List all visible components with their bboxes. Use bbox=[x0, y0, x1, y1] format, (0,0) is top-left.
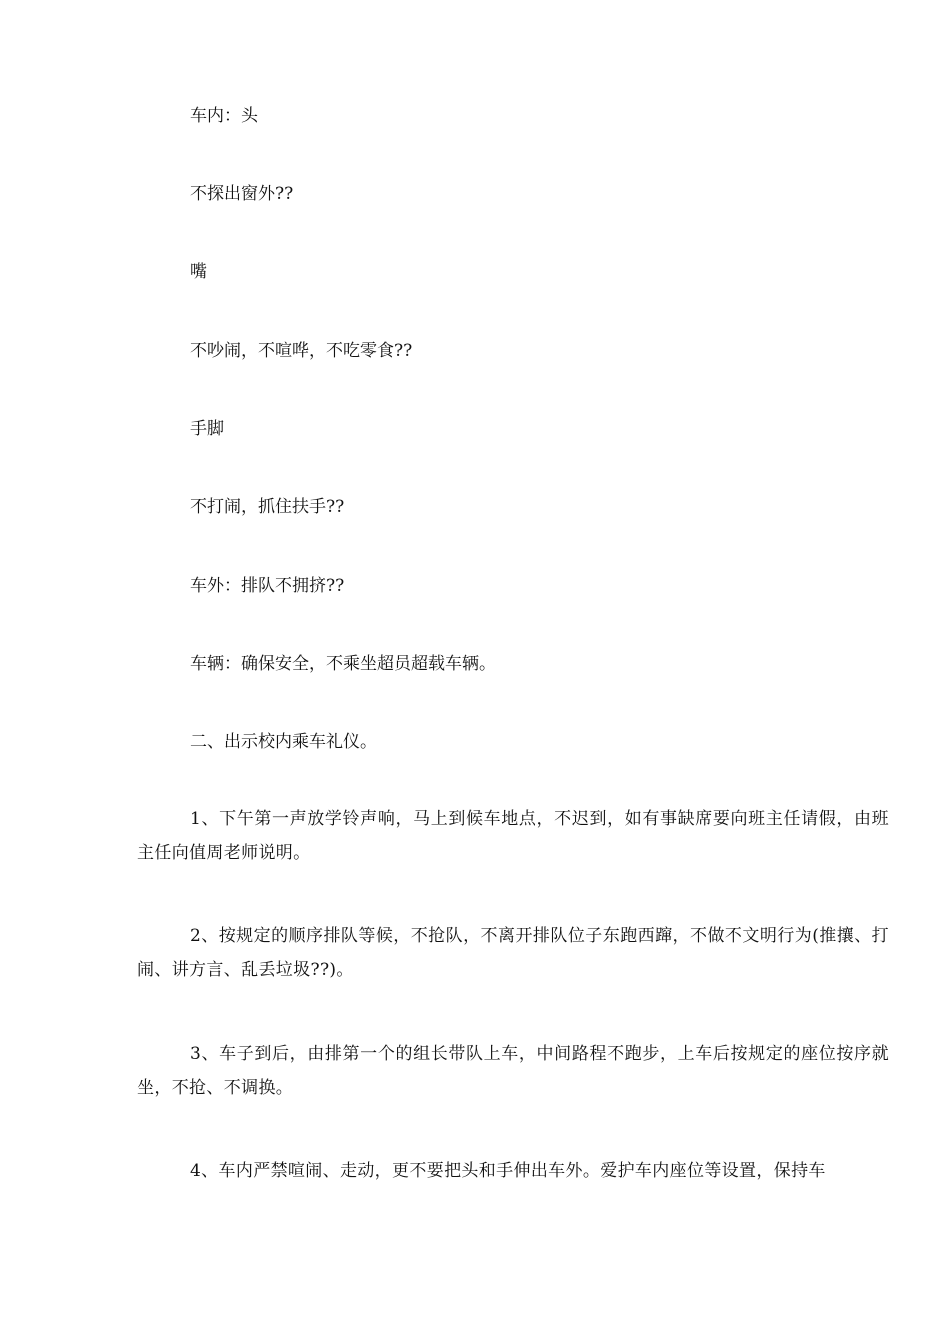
line-vehicle-safety: 车辆：确保安全，不乘坐超员超载车辆。 bbox=[190, 654, 496, 674]
line-in-car-head: 车内：头 bbox=[190, 106, 258, 126]
line-no-noise: 不吵闹，不喧哗，不吃零食?? bbox=[190, 341, 413, 361]
line-no-lean-out: 不探出窗外?? bbox=[190, 184, 294, 204]
line-hands-feet: 手脚 bbox=[190, 419, 224, 439]
line-hold-handrail: 不打闹，抓住扶手?? bbox=[190, 497, 345, 517]
section-heading: 二、出示校内乘车礼仪。 bbox=[190, 732, 377, 752]
paragraph-3: 3、车子到后，由排第一个的组长带队上车，中间路程不跑步，上车后按规定的座位按序就坐，不抢、不调换。 bbox=[137, 1044, 889, 1098]
paragraph-2: 2、按规定的顺序排队等候，不抢队，不离开排队位子东跑西蹿，不做不文明行为(推攘、打闹、讲方言、乱丢垃圾??)。 bbox=[137, 926, 889, 980]
paragraph-1: 1、下午第一声放学铃声响，马上到候车地点，不迟到，如有事缺席要向班主任请假，由班主任向值周老师说明。 bbox=[137, 809, 889, 863]
paragraph-4: 4、车内严禁喧闹、走动，更不要把头和手伸出车外。爱护车内座位等设置，保持车 bbox=[190, 1161, 826, 1181]
line-outside-queue: 车外：排队不拥挤?? bbox=[190, 576, 345, 596]
line-mouth: 嘴 bbox=[190, 262, 207, 282]
